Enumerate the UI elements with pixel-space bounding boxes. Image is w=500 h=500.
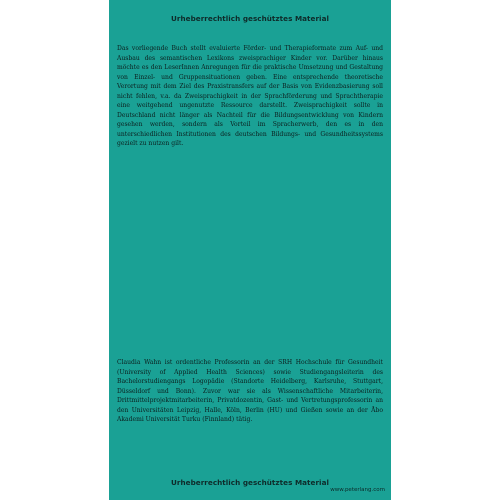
book-back-cover	[109, 0, 391, 500]
author-bio: Claudia Wahn ist ordentliche Professorin an der SRH Hochschule für Gesundheit (University of Applied Health Sciences) sowie Studiengangsleiterin des Bachelorstudiengangs Logopädie (Standorte Heidelberg, Karlsruhe, Stuttgart, Düsseldorf und Bonn). Zuvor war sie als Wissenschaftliche Mitarbeiterin, Drittmittelprojektmitarbeiterin, Privatdozentin, Gast- und Vertretungsprofessorin an den Universitäten Leipzig, Halle, Köln, Berlin (HU) und Gießen sowie an der Åbo Akademi Universität Turku (Finnland) tätig.	[117, 359, 383, 423]
publisher-website: www.peterlang.com	[330, 487, 385, 493]
book-description: Das vorliegende Buch stellt evaluierte Förder- und Therapieformate zum Auf- und Ausbau des semantischen Lexikons zweisprachiger Kinder vor. Darüber hinaus möchte es den LeserInnen Anregungen für die praktische Umsetzung und Gestaltung von Einzel- und Gruppensituationen geben. Eine entsprechende theoretische Verortung mit dem Ziel des Praxistransfers auf der Basis von Evidenzbasierung soll nicht fehlen, v.a. da Zweisprachigkeit in der Sprachförderung und Sprachtherapie eine weitgehend ungenutzte Ressource darstellt. Zweisprachigkeit sollte in Deutschland nicht länger als Nachteil für die Bildungsentwicklung von Kindern gesehen werden, sondern als Vorteil im Spracherwerb, den es in den unterschiedlichen Institutionen des deutschen Bildungs- und Gesundheitssystems gezielt zu nutzen gilt.	[117, 45, 383, 147]
copyright-watermark-bottom: Urheberrechtlich geschütztes Material	[171, 478, 329, 487]
copyright-watermark-top: Urheberrechtlich geschütztes Material	[171, 14, 329, 23]
